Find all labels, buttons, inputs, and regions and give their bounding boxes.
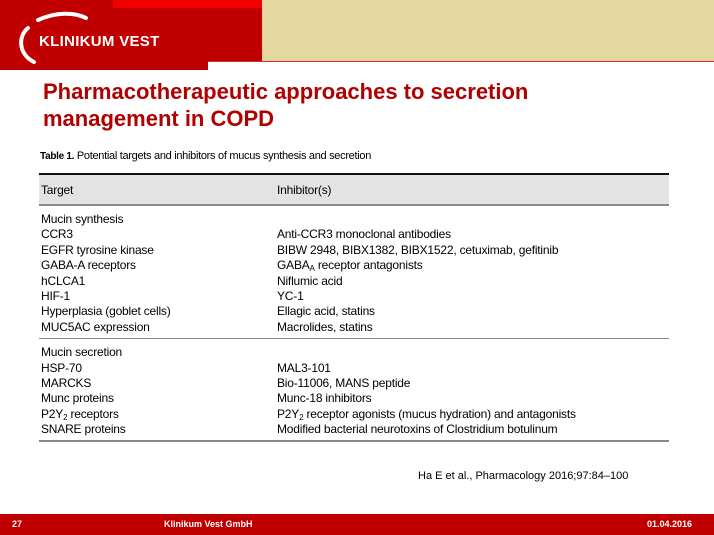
table-row: $P2Y_2$ receptors $P2Y_2$ receptor agonists (mucus hydration) and antagonists (41, 406, 576, 422)
table-header-row (39, 173, 669, 206)
table-row: Munc proteins Munc-18 inhibitors (41, 391, 372, 406)
targets-table (39, 173, 669, 442)
footer-date: 01.04.2016 (647, 519, 693, 529)
table-row: MUC5AC expression Macrolides, statins (41, 319, 373, 334)
table-row: SNARE proteins Modified bacterial neurotoxins of Clostridium botulinum (41, 422, 558, 437)
footer-organization: Klinikum Vest GmbH (164, 519, 253, 529)
group-mucin-synthesis (39, 206, 669, 339)
caption-text: Potential targets and inhibitors of mucus synthesis and secretion (74, 150, 372, 162)
header-beige-panel (262, 0, 714, 61)
group-mucin-secretion (39, 339, 669, 442)
table-row: CCR3 Anti-CCR3 monoclonal antibodies (41, 227, 451, 242)
title-line-1: Pharmacotherapeutic approaches to secretion (43, 79, 529, 104)
table-row: EGFR tyrosine kinase BIBW 2948, BIBX1382, BIBX1522, cetuximab, gefitinib (41, 242, 559, 257)
table-row: hCLCA1 Niflumic acid (41, 273, 343, 288)
citation: Ha E et al., Pharmacology 2016;97:84–100 (418, 470, 629, 482)
table-row: MARCKS Bio-11006, MANS peptide (41, 375, 411, 390)
title-line-2: management in COPD (43, 106, 275, 131)
caption-label: Table 1. (40, 151, 75, 162)
page-title (43, 78, 663, 132)
logo-text: KLINIKUM VEST (39, 33, 160, 50)
group-heading: Mucin secretion (41, 345, 123, 360)
table-row: Hyperplasia (goblet cells) Ellagic acid, statins (41, 304, 375, 319)
table-caption (40, 150, 371, 162)
header-divider (208, 61, 714, 62)
table-row: HIF-1 YC-1 (41, 288, 304, 303)
table-row: HSP-70 MAL3-101 (41, 360, 331, 375)
header-accent-strip (113, 0, 262, 8)
table-row: GABA-A receptors $GABA_A$ receptor antagonists (41, 258, 423, 274)
header-target: Target (41, 182, 74, 197)
footer-bar (0, 514, 714, 535)
header-inhibitor: Inhibitor(s) (277, 182, 332, 197)
page-number: 27 (12, 519, 23, 529)
group-heading: Mucin synthesis (41, 212, 124, 226)
